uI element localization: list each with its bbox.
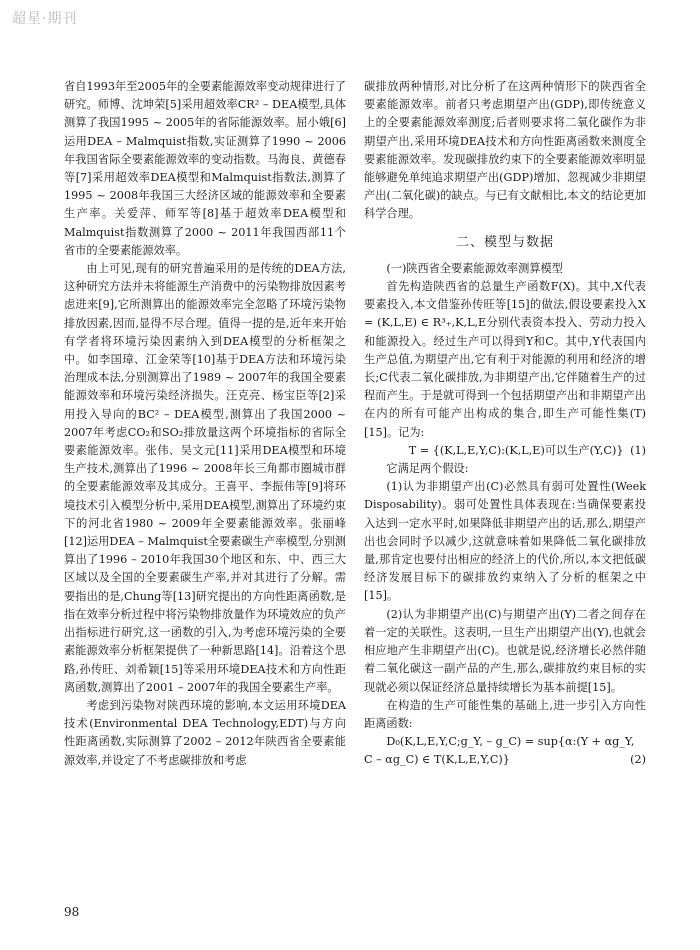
model-paragraph: 首先构造陕西省的总量生产函数F(X)。其中,X代表要素投入,本文借鉴孙传旺等[15]的做法,假设要素投入X = (K,L,E) ∈ R³₊,K,L,E分别代表资本投入、劳动力投入和能源投入。经过生产可以得到Y和C。其中,Y代表国内生产总值,为期望产出,它有利于对能源的利用和经济的增长;C代表二氧化碳排放,为非期望产出,它伴随着生产的过程而产生。于是就可得到一个包括期望产出和非期望产出在内的所有可能产出构成的集合,即生产可能性集(T)[15]。记为:	[364, 280, 646, 439]
intro-paragraph: 碳排放两种情形,对比分析了在这两种情形下的陕西省全要素能源效率。前者只考虑期望产出(GDP),即传统意义上的全要素能源效率测度;后者则要求将二氧化碳作为非期望产出,采用环境DEA技术和方向性距离函数来测度全要素能源效率。发现碳排放约束下的全要素能源效率明显能够避免单纯追求期望产出(GDP)增加、忽视减少非期望产出(二氧化碳)的缺点。与已有文献相比,本文的结论更加科学合理。	[364, 80, 646, 221]
equation-2-line-2: C – αg_C) ∈ T(K,L,E,Y,C)}	[364, 753, 510, 767]
section-title: 二、模型与数据	[455, 234, 554, 250]
right-column	[364, 78, 646, 770]
equation-2-tag: (2)	[630, 753, 646, 767]
journal-watermark: 超星·期刊	[12, 11, 78, 27]
equation-1-tag: (1)	[630, 443, 646, 457]
assumption-intro: 它满足两个假设:	[386, 462, 469, 476]
equation-2-line-1: D₀(K,L,E,Y,C;g_Y, – g_C) = sup{α:(Y + αg_Y,	[386, 735, 635, 749]
equation-2	[364, 751, 646, 769]
distance-function-paragraph: 在构造的生产可能性集的基础上,进一步引入方向性距离函数:	[364, 698, 646, 730]
left-column	[64, 78, 346, 770]
equation-1	[364, 442, 646, 460]
assumption-1: (1)认为非期望产出(C)必然具有弱可处置性(Week Disposability)。弱可处置性具体表现在:当确保要素投入达到一定水平时,如果降低非期望产出的话,那么,期望产出也会同时予以减少,这就意味着如果降低二氧化碳排放量,那肯定也要付出相应的经济上的代价,所以,本文把低碳经济发展目标下的碳排放约束纳入了分析的框架之中[15]。	[364, 480, 646, 603]
subsection-title: (一)陕西省全要素能源效率测算模型	[386, 261, 563, 275]
page-number: 98	[64, 905, 80, 919]
body-paragraph-1: 省自1993年至2005年的全要素能源效率变动规律进行了研究。师博、沈坤荣[5]采用超效率CR² – DEA模型,具体测算了我国1995 ~ 2005年的省际能源效率。屈小娥[6]运用DEA – Malmquist指数,实证测算了1990 ~ 2006年我国省际全要素能源效率的变动指数。马海良、黄德春等[7]采用超效率DEA模型和Malmquist指数法,测算了1995 ~ 2008年我国三大经济区域的能源效率和全要素生产率。关爱萍、师军等[8]基于超效率DEA模型和Malmquist指数测算了2000 ~ 2011年我国西部11个省市的全要素能源效率。	[64, 80, 346, 257]
body-paragraph-3: 考虑到污染物对陕西环境的影响,本文运用环境DEA技术(Environmental DEA Technology,EDT)与方向性距离函数,实际测算了2002 – 2012年陕西省全要素能源效率,并设定了不考虑碳排放和考虑	[64, 698, 346, 767]
equation-1-body: T = {(K,L,E,Y,C):(K,L,E)可以生产(Y,C)}	[408, 443, 624, 457]
assumption-2: (2)认为非期望产出(C)与期望产出(Y)二者之间存在着一定的关联性。这表明,一旦生产出期望产出(Y),也就会相应地产生非期望产出(C)。也就是说,经济增长必然伴随着二氧化碳这一副产品的产生,那么,碳排放约束目标的实现就必须以保证经济总量持续增长为基本前提[15]。	[364, 607, 646, 694]
body-paragraph-2: 由上可见,现有的研究普遍采用的是传统的DEA方法,这种研究方法并未将能源生产消费中的污染物排放因素考虑进来[9],它所测算出的能源效率完全忽略了环境污染物排放因素,因而,显得不尽合理。值得一提的是,近年来开始有学者将环境污染因素纳入到DEA模型的分析框架之中。如李国璋、江金荣等[10]基于DEA方法和环境污染治理成本法,分别测算出了1989 ~ 2007年的我国全要素能源效率和环境污染经济损失。汪克亮、杨宝臣等[2]采用投入导向的BC² – DEA模型,测算出了我国2000 ~ 2007年考虑CO₂和SO₂排放量这两个环境指标的省际全要素能源效率。张伟、吴文元[11]采用DEA模型和环境生产技术,测算出了1996 ~ 2008年长三角都市圈城市群的全要素能源效率及其成分。王喜平、李振伟等[9]将环境技术引入模型分析中,采用DEA模型,测算出了环境约束下的河北省1980 ~ 2009年全要素能源效率。张丽峰[12]运用DEA – Malmquist全要素碳生产率模型,分别测算出了1996 – 2010年我国30个地区和东、中、西三大区域以及全国的全要素碳生产率,并对其进行了分解。需要指出的是,Chung等[13]研究提出的方向性距离函数,是指在效率分析过程中将污染物排放量作为环境效应的负产出指标进行研究,这一函数的引入,为考虑环境污染的全要素能源效率分析框架提供了一种新思路[14]。沿着这个思路,孙传旺、刘希颖[15]等采用环境DEA技术和方向性距离函数,测算出了2001 – 2007年的我国全要素生产率。	[64, 262, 346, 694]
